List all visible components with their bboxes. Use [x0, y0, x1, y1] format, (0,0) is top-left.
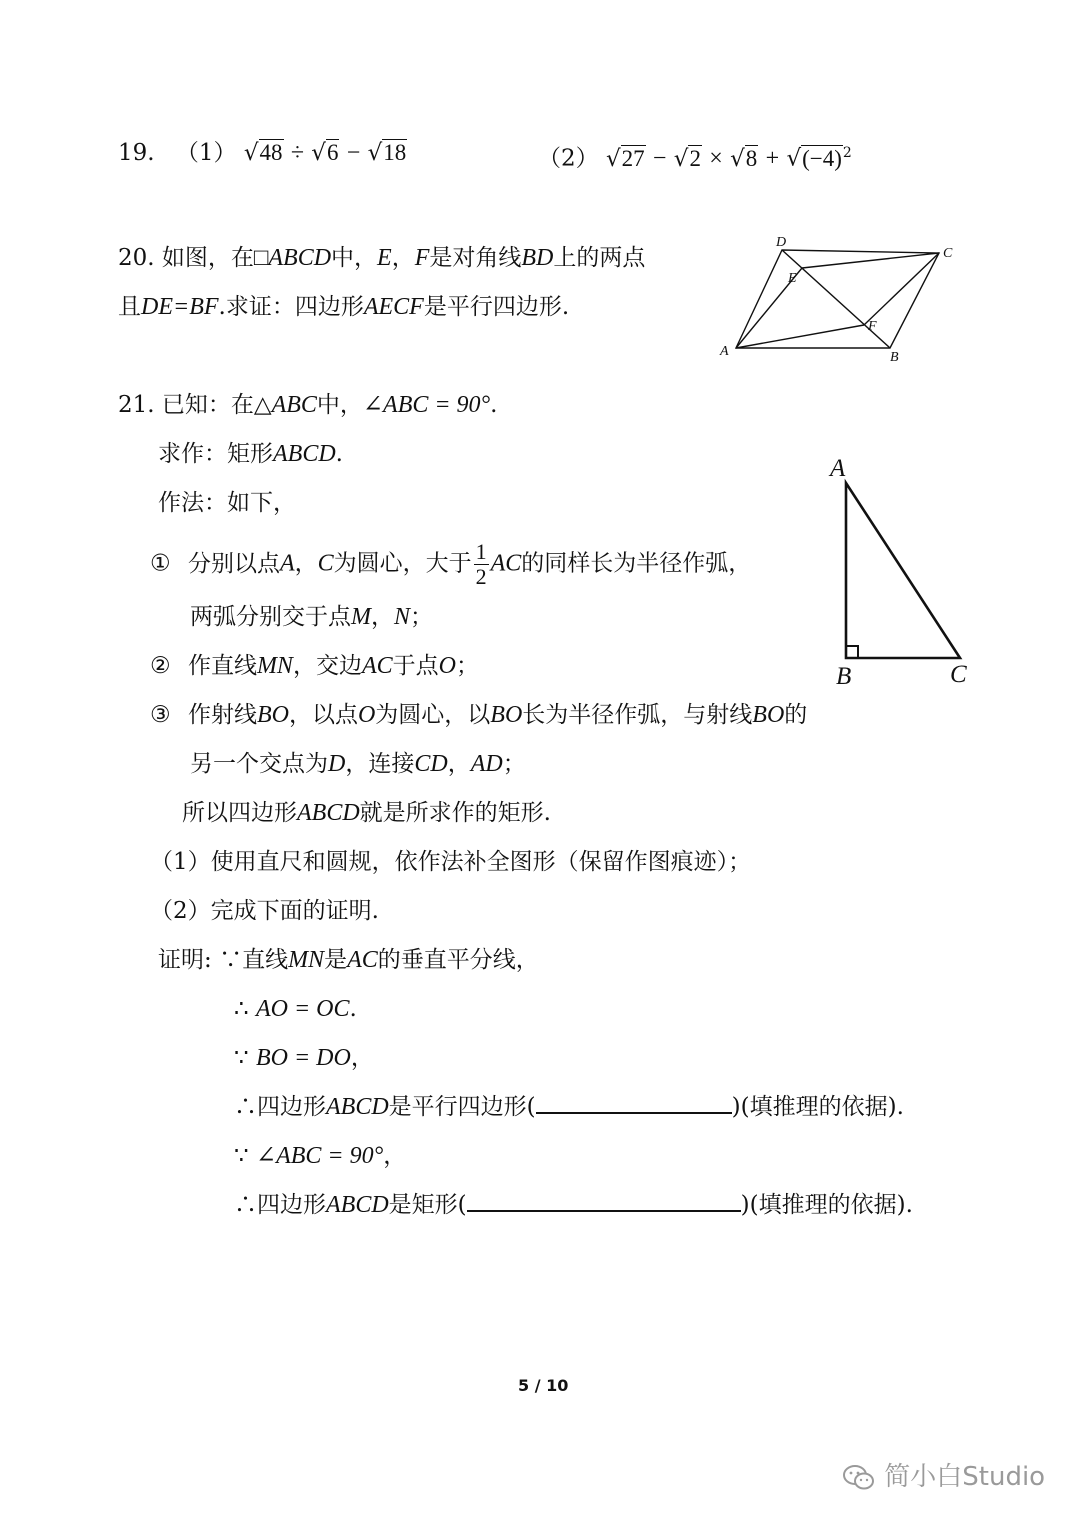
watermark — [842, 1456, 1045, 1493]
q19-number: 19. — [118, 140, 155, 166]
q21-part2: （2）完成下面的证明. — [150, 898, 379, 924]
q21-number: 21. — [118, 392, 155, 418]
q21-proof-line4: ∴四边形ABCD是平行四边形( )(填推理的依据). — [234, 1094, 904, 1120]
q21-step2: ② 作直线MN，交边AC于点O； — [150, 653, 479, 679]
segment-af — [736, 325, 864, 348]
q21-conclusion: 所以四边形ABCD就是所求作的矩形. — [182, 800, 551, 826]
q21-proof-line1: 证明: ∵直线MN是AC的垂直平分线， — [158, 947, 539, 973]
q19-part1-label: （1） — [175, 140, 237, 166]
q20-parallelogram-figure — [712, 228, 972, 368]
q21-proof-line3: ∵ BO = DO， — [234, 1045, 374, 1071]
q21-proof-line2: ∴ AO = OC. — [234, 996, 357, 1022]
label-B: B — [890, 350, 899, 365]
label-C: C — [943, 246, 953, 261]
label-B: B — [836, 663, 852, 690]
sqrt-8: √8 — [730, 145, 758, 172]
q21-right-triangle-figure — [820, 450, 980, 695]
sqrt-18: √18 — [367, 140, 407, 166]
q21-required: 求作：矩形ABCD. — [158, 441, 343, 467]
q20-line2: 且DE=BF.求证：四边形AECF是平行四边形. — [118, 294, 570, 320]
q21-given: 21. 已知：在△ABC中，∠ABC = 90°. — [118, 392, 498, 418]
q19-part2-label: （2） — [538, 145, 599, 172]
q21-step1-cont: 两弧分别交于点M，N； — [190, 604, 434, 630]
q21-part1: （1）使用直尺和圆规，依作法补全图形（保留作图痕迹）； — [150, 849, 752, 875]
segment-ec — [802, 253, 939, 268]
wechat-icon — [842, 1463, 876, 1493]
fraction-one-half: $\frac{1}{2}$ — [475, 539, 487, 589]
q20-line1: 20. 如图，在□ABCD中，E，F是对角线BD上的两点 — [118, 245, 646, 271]
q21-step1: ① 分别以点A，C为圆心，大于 $\frac{1}{2}$ AC的同样长为半径作弧， — [150, 539, 752, 589]
label-A: A — [830, 455, 846, 482]
label-D: D — [776, 235, 787, 250]
right-angle-mark — [846, 646, 858, 658]
page-number: 5 / 10 — [518, 1376, 569, 1395]
q21-proof-line6: ∴四边形ABCD是矩形( )(填推理的依据). — [234, 1192, 913, 1218]
label-A: A — [720, 344, 729, 359]
q21-step3-cont: 另一个交点为D，连接CD，AD； — [190, 751, 526, 777]
q19-line: 19. （1） √48 ÷ √6 − √18 — [118, 140, 407, 166]
label-E: E — [788, 271, 797, 286]
sqrt-neg4-squared: $√(-4)^2$ — [786, 145, 852, 172]
segment-fc — [864, 253, 939, 325]
answer-blank-2[interactable] — [467, 1190, 741, 1212]
q21-method: 作法：如下， — [158, 490, 296, 516]
sqrt-48: √48 — [243, 140, 283, 166]
sqrt-6: √6 — [311, 140, 339, 166]
triangle-abc — [846, 483, 960, 658]
sqrt-27: √27 — [605, 145, 645, 172]
label-C: C — [950, 661, 967, 688]
q19-part2: （2） $√27 - √2 \times √8 + √(-4)^2$ — [538, 138, 852, 174]
watermark-text: 简小白Studio — [884, 1462, 1046, 1492]
q21-proof-line5: ∵ ∠ABC = 90°， — [234, 1143, 407, 1169]
answer-blank-1[interactable] — [536, 1092, 732, 1114]
q21-step3: ③ 作射线BO，以点O为圆心，以BO长为半径作弧，与射线BO的 — [150, 702, 808, 728]
sqrt-2: √2 — [673, 145, 701, 172]
label-F: F — [868, 319, 877, 334]
q20-number: 20. — [118, 245, 155, 271]
